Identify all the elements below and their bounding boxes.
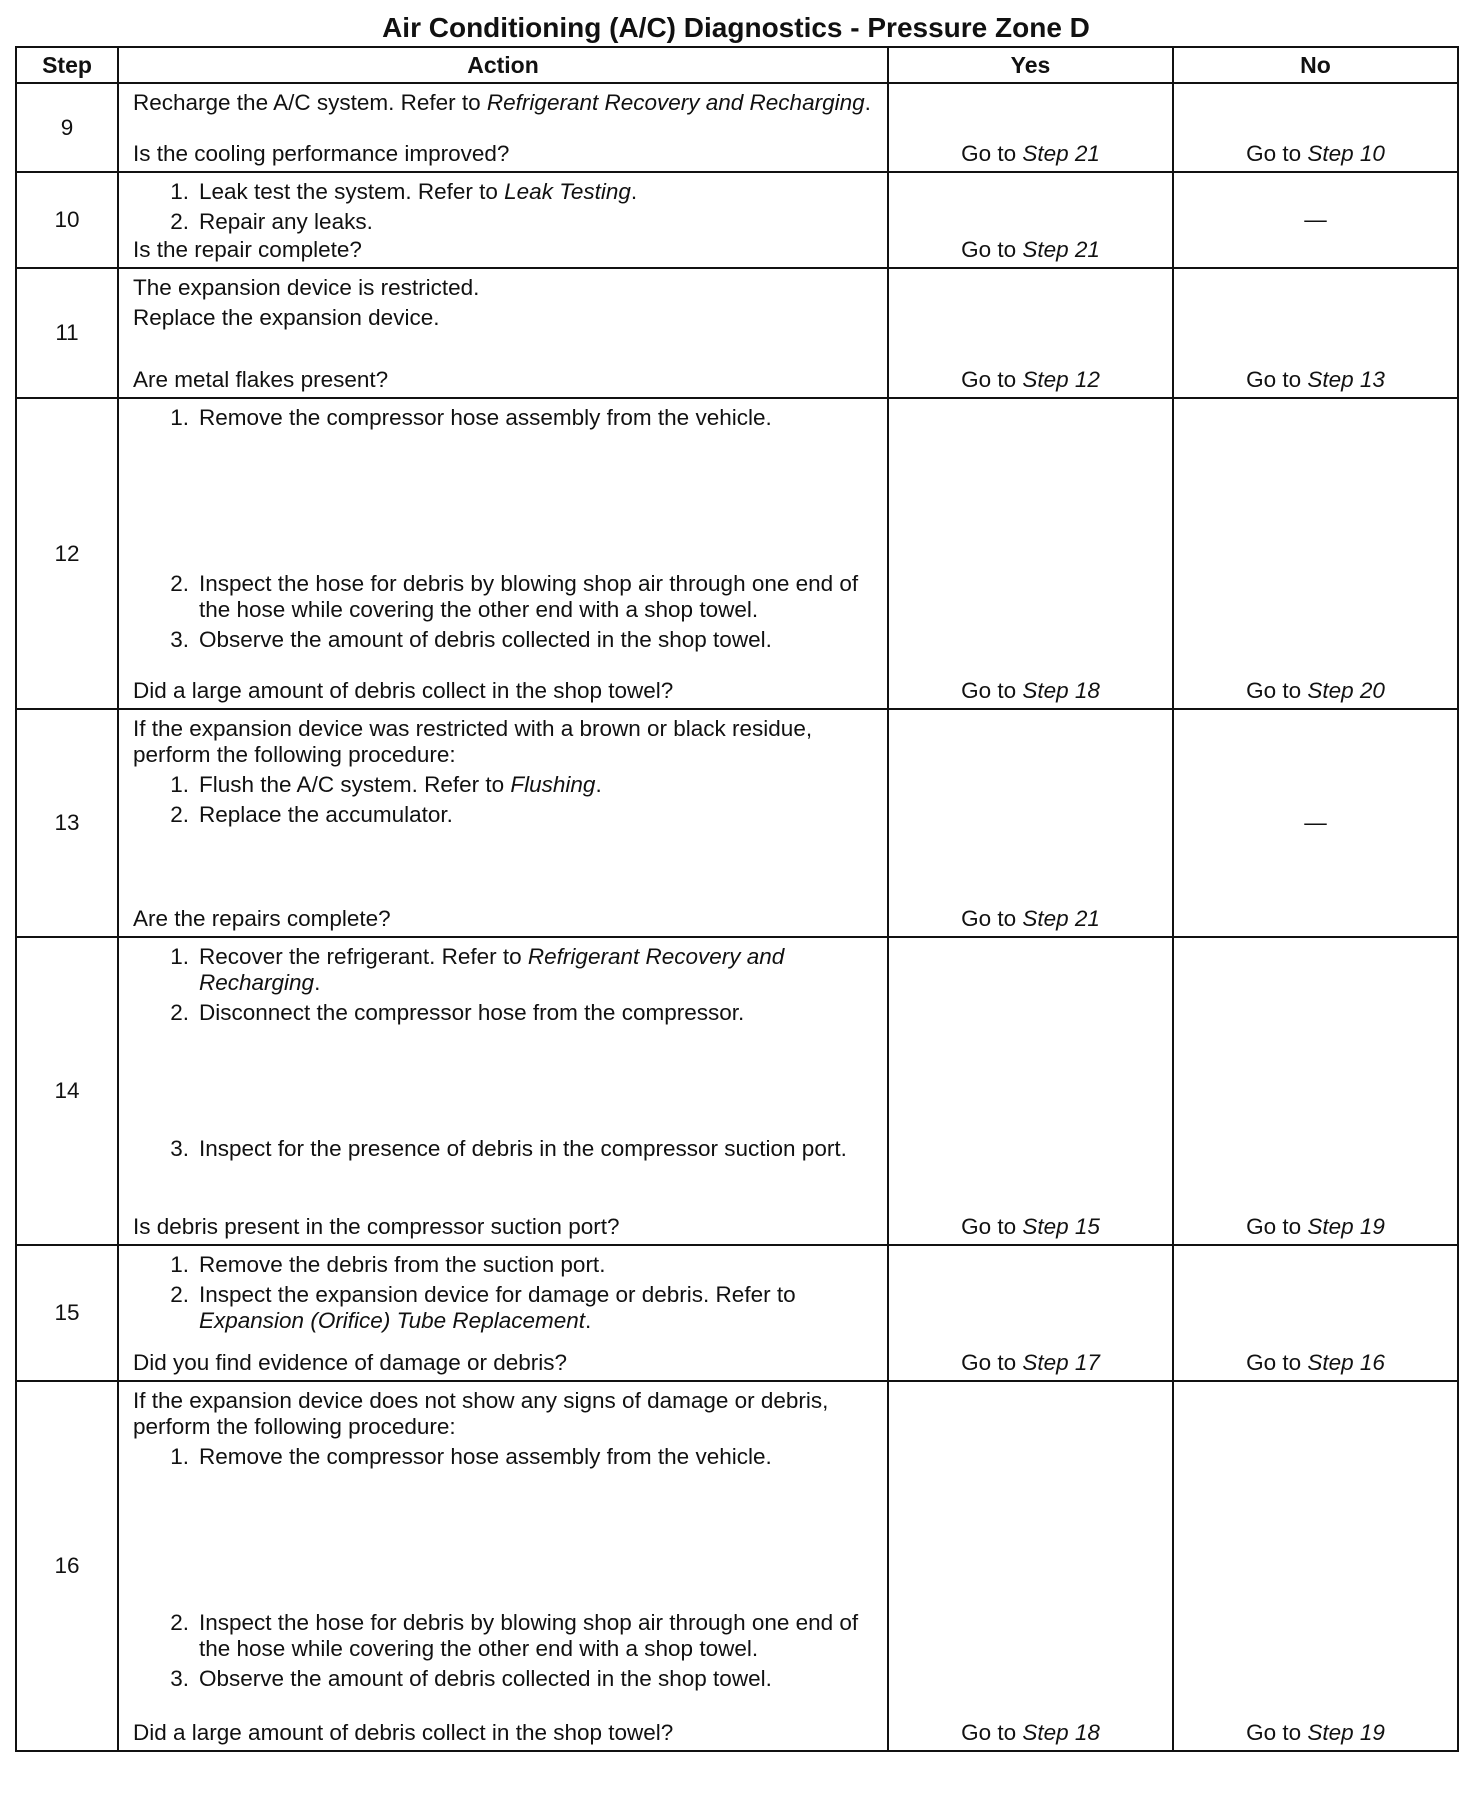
action-item bbox=[133, 1000, 877, 1026]
go-to-label: Go to bbox=[961, 678, 1017, 703]
go-to-label: Go to bbox=[961, 1720, 1017, 1745]
yes-step-link[interactable]: Step 18 bbox=[1022, 1720, 1100, 1745]
go-to-label: Go to bbox=[961, 141, 1017, 166]
item-number: 1. bbox=[170, 1252, 189, 1277]
action-item bbox=[133, 802, 877, 828]
step-number: 11 bbox=[16, 268, 118, 398]
yes-cell[interactable] bbox=[888, 709, 1173, 937]
header-yes: Yes bbox=[888, 47, 1173, 83]
no-cell[interactable] bbox=[1173, 398, 1458, 709]
action-cell bbox=[118, 83, 888, 172]
action-item bbox=[133, 1136, 877, 1162]
no-step-link[interactable]: Step 19 bbox=[1307, 1214, 1385, 1239]
yes-cell[interactable] bbox=[888, 1381, 1173, 1751]
action-item: 1. Recover the refrigerant. Refer to Refrigerant Recovery and Recharging. bbox=[133, 944, 877, 996]
no-step-link[interactable]: Step 10 bbox=[1307, 141, 1385, 166]
yes-cell[interactable] bbox=[888, 398, 1173, 709]
go-to-label: Go to bbox=[961, 1350, 1017, 1375]
yes-step-link[interactable]: Step 15 bbox=[1022, 1214, 1100, 1239]
diagnostic-table bbox=[15, 46, 1459, 1752]
question: Are metal flakes present? bbox=[133, 367, 389, 392]
table-row bbox=[16, 1381, 1458, 1751]
action-line: If the expansion device was restricted with a brown or black residue, perform the following procedure: bbox=[133, 716, 813, 767]
item-number: 1. bbox=[170, 1444, 189, 1469]
no-step-link[interactable]: Step 13 bbox=[1307, 367, 1385, 392]
item-number: 2. bbox=[170, 1000, 189, 1025]
no-cell[interactable] bbox=[1173, 1381, 1458, 1751]
action-text: Observe the amount of debris collected in the shop towel. bbox=[199, 1666, 772, 1691]
action-text: Disconnect the compressor hose from the compressor. bbox=[199, 1000, 745, 1025]
action-item bbox=[133, 1252, 877, 1278]
yes-cell[interactable] bbox=[888, 268, 1173, 398]
yes-step-link[interactable]: Step 18 bbox=[1022, 678, 1100, 703]
yes-step-link[interactable]: Step 17 bbox=[1022, 1350, 1100, 1375]
question: Is debris present in the compressor suction port? bbox=[133, 1214, 620, 1239]
item-number: 2. bbox=[170, 571, 189, 596]
reference-link[interactable]: Expansion (Orifice) Tube Replacement bbox=[199, 1308, 586, 1333]
item-number: 3. bbox=[170, 627, 189, 652]
header-row bbox=[16, 47, 1458, 83]
go-to-label: Go to bbox=[961, 367, 1017, 392]
no-cell bbox=[1173, 172, 1458, 268]
action-text: Repair any leaks. bbox=[199, 209, 373, 234]
action-text: Recharge the A/C system. Refer to bbox=[133, 90, 481, 115]
action-text: Inspect the hose for debris by blowing shop air through one end of the hose while covering the other end with a shop towel. bbox=[199, 571, 859, 622]
period: . bbox=[864, 90, 871, 115]
item-number: 3. bbox=[170, 1136, 189, 1161]
yes-cell[interactable] bbox=[888, 937, 1173, 1245]
dash: — bbox=[1304, 207, 1327, 232]
item-number: 3. bbox=[170, 1666, 189, 1691]
action-text: Replace the accumulator. bbox=[199, 802, 453, 827]
action-item bbox=[133, 627, 877, 653]
table-row bbox=[16, 172, 1458, 268]
action-item bbox=[133, 405, 877, 431]
page-title: Air Conditioning (A/C) Diagnostics - Pressure Zone D bbox=[382, 12, 1090, 43]
no-step-link[interactable]: Step 19 bbox=[1307, 1720, 1385, 1745]
item-number: 2. bbox=[170, 802, 189, 827]
step-number: 16 bbox=[16, 1381, 118, 1751]
reference-link[interactable]: Refrigerant Recovery and Recharging bbox=[199, 944, 785, 995]
action-cell bbox=[118, 1381, 888, 1751]
action-text: Observe the amount of debris collected in the shop towel. bbox=[199, 627, 772, 652]
action-item bbox=[133, 1444, 877, 1470]
no-cell[interactable] bbox=[1173, 83, 1458, 172]
action-cell bbox=[118, 937, 888, 1245]
yes-cell[interactable] bbox=[888, 1245, 1173, 1381]
header-no: No bbox=[1173, 47, 1458, 83]
item-number: 2. bbox=[170, 209, 189, 234]
question: Did you find evidence of damage or debris? bbox=[133, 1350, 568, 1375]
item-number: 2. bbox=[170, 1610, 189, 1635]
header-step: Step bbox=[16, 47, 118, 83]
action-text: Inspect the expansion device for damage or debris. Refer to bbox=[199, 1282, 796, 1307]
dash: — bbox=[1304, 810, 1327, 835]
yes-step-link[interactable]: Step 21 bbox=[1022, 237, 1100, 262]
action-item: 1. Leak test the system. Refer to Leak Testing. bbox=[133, 179, 877, 205]
action-line: The expansion device is restricted. bbox=[133, 275, 480, 300]
item-number: 1. bbox=[170, 772, 189, 797]
action-cell bbox=[118, 709, 888, 937]
action-item: 2. Inspect the expansion device for damage or debris. Refer to Expansion (Orifice) Tube Replacement. bbox=[133, 1282, 877, 1334]
question: Is the cooling performance improved? bbox=[133, 141, 510, 166]
table-row bbox=[16, 1245, 1458, 1381]
step-number: 9 bbox=[16, 83, 118, 172]
table-row bbox=[16, 398, 1458, 709]
header-action: Action bbox=[118, 47, 888, 83]
item-number: 2. bbox=[170, 1282, 189, 1307]
item-number: 1. bbox=[170, 179, 189, 204]
action-text: Flush the A/C system. Refer to bbox=[199, 772, 505, 797]
table-row bbox=[16, 937, 1458, 1245]
action-text: Remove the compressor hose assembly from the vehicle. bbox=[199, 405, 772, 430]
go-to-label: Go to bbox=[961, 1214, 1017, 1239]
question: Did a large amount of debris collect in the shop towel? bbox=[133, 678, 674, 703]
yes-cell[interactable] bbox=[888, 172, 1173, 268]
go-to-label: Go to bbox=[1246, 367, 1302, 392]
yes-step-link[interactable]: Step 21 bbox=[1022, 906, 1100, 931]
action-text: Leak test the system. Refer to bbox=[199, 179, 498, 204]
action-text: Recover the refrigerant. Refer to bbox=[199, 944, 522, 969]
step-number: 13 bbox=[16, 709, 118, 937]
no-cell[interactable] bbox=[1173, 268, 1458, 398]
step-number: 12 bbox=[16, 398, 118, 709]
action-text: Inspect the hose for debris by blowing shop air through one end of the hose while covering the other end with a shop towel. bbox=[199, 1610, 859, 1661]
step-number: 14 bbox=[16, 937, 118, 1245]
action-line bbox=[133, 90, 877, 116]
action-text: Remove the compressor hose assembly from the vehicle. bbox=[199, 1444, 772, 1469]
action-cell bbox=[118, 172, 888, 268]
action-cell bbox=[118, 268, 888, 398]
action-item bbox=[133, 1666, 877, 1692]
action-cell bbox=[118, 1245, 888, 1381]
reference-link[interactable]: Flushing bbox=[510, 772, 596, 797]
question: Are the repairs complete? bbox=[133, 906, 391, 931]
action-item: 1. Flush the A/C system. Refer to Flushing. bbox=[133, 772, 877, 798]
table-row bbox=[16, 83, 1458, 172]
table-row bbox=[16, 709, 1458, 937]
no-cell[interactable] bbox=[1173, 937, 1458, 1245]
no-cell[interactable] bbox=[1173, 1245, 1458, 1381]
go-to-label: Go to bbox=[1246, 678, 1302, 703]
go-to-label: Go to bbox=[1246, 1350, 1302, 1375]
no-step-link[interactable]: Step 16 bbox=[1307, 1350, 1385, 1375]
question: Did a large amount of debris collect in the shop towel? bbox=[133, 1720, 674, 1745]
action-text: Remove the debris from the suction port. bbox=[199, 1252, 606, 1277]
yes-step-link[interactable]: Step 12 bbox=[1022, 367, 1100, 392]
go-to-label: Go to bbox=[961, 237, 1017, 262]
action-item bbox=[133, 571, 877, 623]
reference-link[interactable]: Leak Testing bbox=[504, 179, 631, 204]
action-text: Inspect for the presence of debris in the compressor suction port. bbox=[199, 1136, 847, 1161]
action-item bbox=[133, 209, 877, 235]
table-row bbox=[16, 268, 1458, 398]
reference-link[interactable]: Refrigerant Recovery and Recharging bbox=[486, 90, 865, 115]
no-cell bbox=[1173, 709, 1458, 937]
action-line: Replace the expansion device. bbox=[133, 305, 440, 330]
yes-step-link[interactable]: Step 21 bbox=[1022, 141, 1100, 166]
item-number: 1. bbox=[170, 944, 189, 969]
go-to-label: Go to bbox=[1246, 1214, 1302, 1239]
action-line: If the expansion device does not show any signs of damage or debris, perform the following procedure: bbox=[133, 1388, 829, 1439]
item-number: 1. bbox=[170, 405, 189, 430]
no-step-link[interactable]: Step 20 bbox=[1307, 678, 1385, 703]
go-to-label: Go to bbox=[961, 906, 1017, 931]
question: Is the repair complete? bbox=[133, 237, 362, 262]
step-number: 10 bbox=[16, 172, 118, 268]
action-cell bbox=[118, 398, 888, 709]
yes-cell[interactable] bbox=[888, 83, 1173, 172]
step-number: 15 bbox=[16, 1245, 118, 1381]
go-to-label: Go to bbox=[1246, 141, 1302, 166]
action-item bbox=[133, 1610, 877, 1662]
go-to-label: Go to bbox=[1246, 1720, 1302, 1745]
